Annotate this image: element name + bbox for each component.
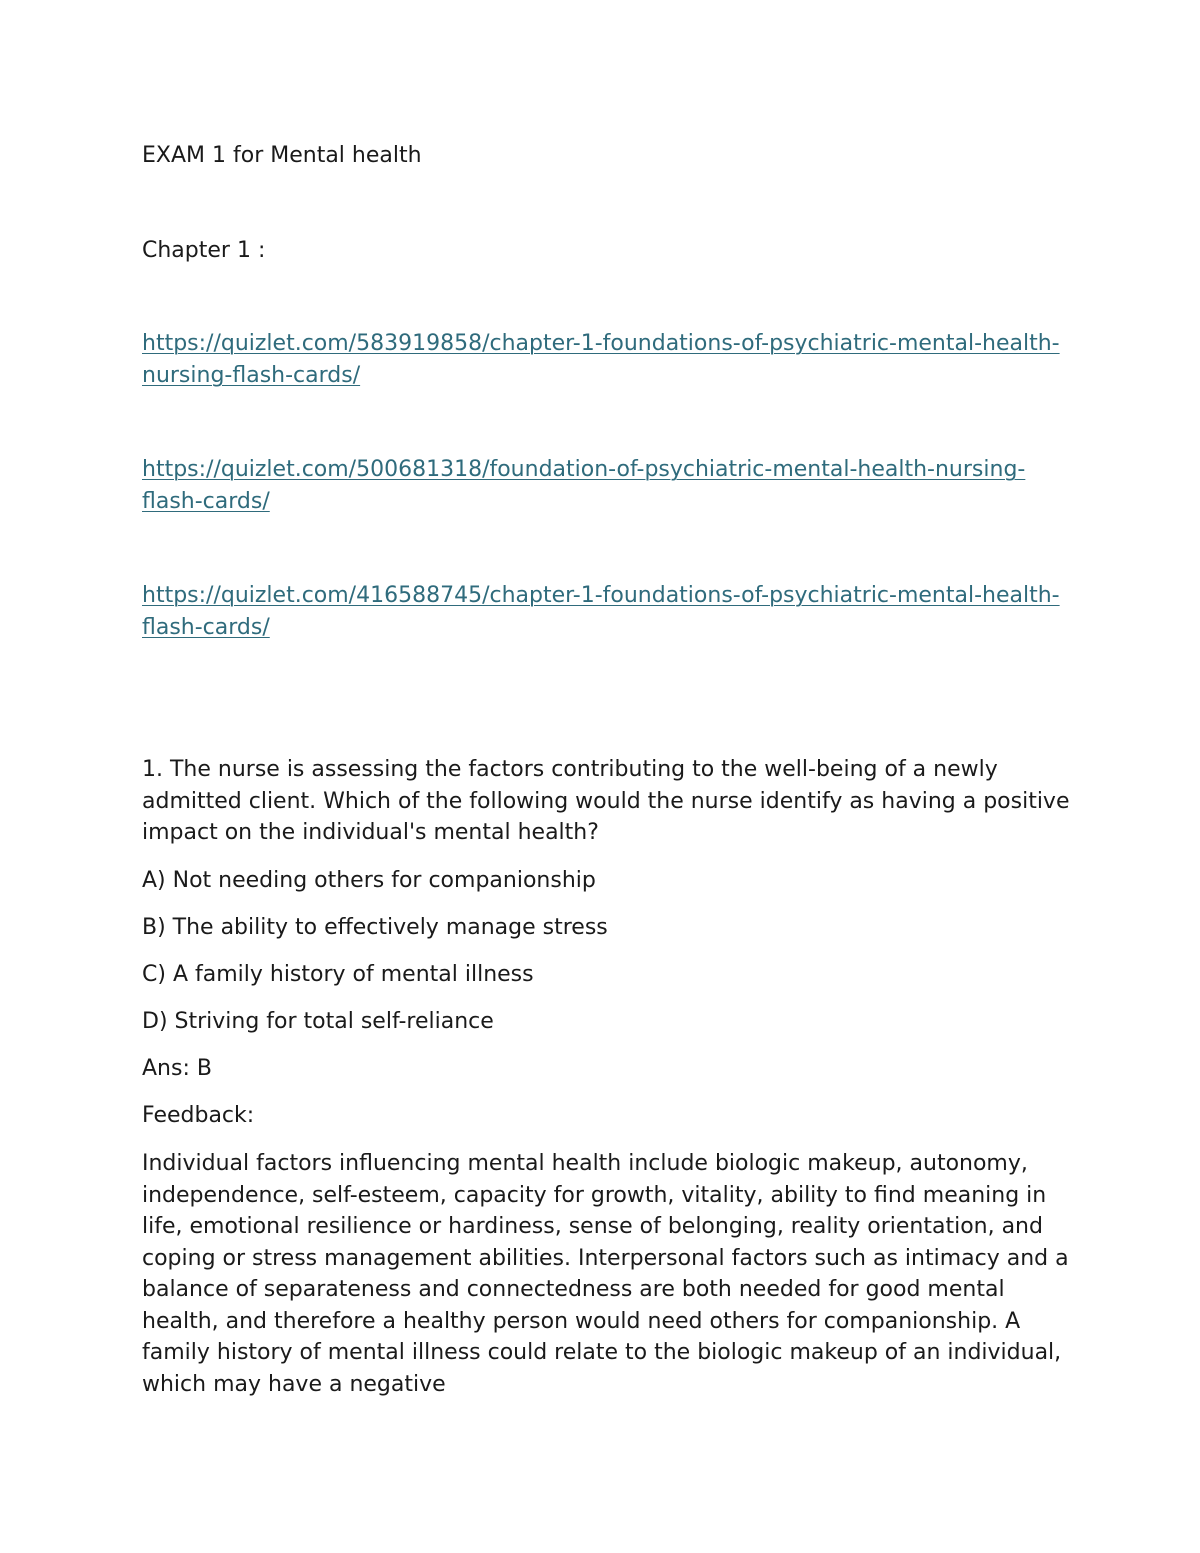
answer-text: Ans: B (142, 1056, 212, 1081)
option-c: C) A family history of mental illness (142, 962, 534, 987)
option-d: D) Striving for total self-reliance (142, 1009, 494, 1034)
document-title: EXAM 1 for Mental health (142, 143, 422, 168)
feedback-label: Feedback: (142, 1103, 255, 1128)
quizlet-link-1[interactable]: https://quizlet.com/583919858/chapter-1-foundations-of-psychiatric-mental-health-nursing-flash-cards/ (142, 331, 1060, 388)
feedback-body: Individual factors influencing mental health include biologic makeup, autonomy, independence, self-esteem, capacity for growth, vitality, ability to find meaning in life, emotional resilience or hardiness, sense of belonging, reality orientation, and coping or stress management abilities. Interpersonal factors such as intimacy and a balance of separateness and connectedness are both needed for good mental health, and therefore a healthy person would need others for companionship. A family history of mental illness could relate to the biologic makeup of an individual, which may have a negative (142, 1151, 1069, 1397)
option-b: B) The ability to effectively manage stress (142, 915, 608, 940)
question-text: 1. The nurse is assessing the factors contributing to the well-being of a newly admitted client. Which of the following would the nurse identify as having a positive impact on the individual's mental health? (142, 757, 1070, 845)
option-a: A) Not needing others for companionship (142, 868, 596, 893)
quizlet-link-3[interactable]: https://quizlet.com/416588745/chapter-1-foundations-of-psychiatric-mental-health-flash-cards/ (142, 583, 1060, 640)
chapter-heading: Chapter 1 : (142, 238, 266, 263)
quizlet-link-2[interactable]: https://quizlet.com/500681318/foundation-of-psychiatric-mental-health-nursing-flash-cards/ (142, 457, 1026, 514)
